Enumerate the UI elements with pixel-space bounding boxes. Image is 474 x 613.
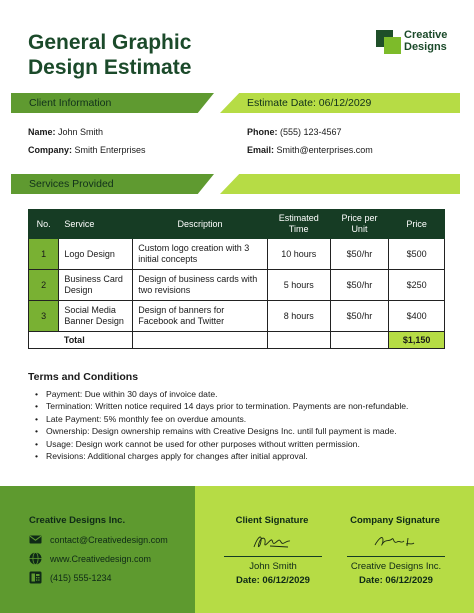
total-empty-description	[133, 332, 268, 349]
total-empty-rate	[330, 332, 389, 349]
client-name	[28, 126, 103, 138]
footer-website[interactable]: www.Creativedesign.com	[50, 554, 152, 564]
row-price: $500	[389, 239, 445, 270]
row-number: 3	[29, 301, 59, 332]
total-row	[29, 332, 445, 349]
estimate-date	[247, 93, 371, 113]
estimate-date-label: Estimate Date:	[247, 97, 316, 109]
client-signature-line	[224, 556, 322, 557]
logo-text	[404, 29, 464, 53]
row-rate: $50/hr	[330, 239, 389, 270]
client-signature-label: Client Signature	[235, 515, 309, 526]
row-description: Design of business cards with two revisions	[133, 270, 268, 301]
header-service: Service	[59, 210, 133, 239]
row-rate: $50/hr	[330, 301, 389, 332]
client-phone	[247, 126, 342, 138]
client-name-label: Name:	[28, 127, 56, 137]
terms-item: • Payment: Due within 30 days of invoice date.	[33, 388, 463, 400]
email-icon	[29, 533, 42, 546]
client-signature-date: Date: 06/12/2029	[236, 575, 310, 586]
table-row	[29, 239, 445, 270]
logo-mark-icon	[376, 30, 402, 54]
terms-item: • Revisions: Additional charges apply for changes after initial approval.	[33, 450, 463, 462]
header-no: No.	[29, 210, 59, 239]
client-email-label: Email:	[247, 145, 275, 155]
client-phone-value: (555) 123-4567	[280, 127, 342, 137]
client-company	[28, 144, 146, 156]
terms-item: • Termination: Written notice required 14 days prior to termination. Payments are non-refundable.	[33, 400, 463, 412]
total-label: Total	[59, 332, 133, 349]
client-phone-label: Phone:	[247, 127, 278, 137]
phone-icon	[29, 571, 42, 584]
services-band-accent	[220, 174, 460, 194]
total-empty-time	[267, 332, 330, 349]
header-price: Price	[389, 210, 445, 239]
row-time: 5 hours	[267, 270, 330, 301]
client-company-label: Company:	[28, 145, 73, 155]
footer-email[interactable]: contact@Creativedesign.com	[50, 535, 168, 545]
client-company-value: Smith Enterprises	[74, 145, 146, 155]
row-service: Logo Design	[59, 239, 133, 270]
footer-contact-panel	[0, 486, 195, 613]
company-signer-name: Creative Designs Inc.	[350, 561, 442, 572]
title-line-2: Design Estimate	[28, 56, 192, 79]
terms-item: • Usage: Design work cannot be used for other purposes without written permission.	[33, 438, 463, 450]
terms-item: • Ownership: Design ownership remains with Creative Designs Inc. until full payment is made.	[33, 425, 463, 437]
footer-phone[interactable]: (415) 555-1234	[50, 573, 112, 583]
table-header-row	[29, 210, 445, 239]
row-time: 8 hours	[267, 301, 330, 332]
table-row	[29, 301, 445, 332]
row-description: Custom logo creation with 3 initial concepts	[133, 239, 268, 270]
client-name-value: John Smith	[58, 127, 104, 137]
terms-list	[33, 388, 463, 462]
row-description: Design of banners for Facebook and Twitter	[133, 301, 268, 332]
page-title	[28, 30, 288, 80]
header-estimated-time: Estimated Time	[267, 210, 330, 239]
header-price-per-unit: Price per Unit	[330, 210, 389, 239]
logo-line-1: Creative	[404, 29, 448, 41]
client-email-value: Smith@enterprises.com	[276, 145, 373, 155]
terms-title: Terms and Conditions	[28, 371, 139, 383]
row-time: 10 hours	[267, 239, 330, 270]
services-table	[28, 209, 445, 349]
estimate-date-value: 06/12/2029	[318, 97, 372, 109]
row-number: 1	[29, 239, 59, 270]
row-price: $400	[389, 301, 445, 332]
header-description: Description	[133, 210, 268, 239]
services-heading: Services Provided	[29, 178, 114, 190]
row-service: Business Card Design	[59, 270, 133, 301]
row-service: Social Media Banner Design	[59, 301, 133, 332]
footer-signature-panel	[195, 486, 474, 613]
row-number: 2	[29, 270, 59, 301]
total-spacer	[29, 332, 59, 349]
company-signature-icon	[370, 530, 420, 554]
company-signature-label: Company Signature	[350, 515, 440, 526]
client-signer-name: John Smith	[249, 561, 297, 572]
footer-company-name: Creative Designs Inc.	[29, 515, 126, 526]
title-line-1: General Graphic	[28, 31, 192, 54]
client-signature-icon	[250, 530, 298, 554]
globe-icon	[29, 552, 42, 565]
client-info-heading: Client Information	[29, 97, 112, 109]
row-rate: $50/hr	[330, 270, 389, 301]
client-email	[247, 144, 373, 156]
company-signature-line	[347, 556, 445, 557]
table-row	[29, 270, 445, 301]
logo	[376, 28, 456, 58]
logo-line-2: Designs	[404, 41, 447, 53]
row-price: $250	[389, 270, 445, 301]
company-signature-date: Date: 06/12/2029	[359, 575, 433, 586]
total-value: $1,150	[389, 332, 445, 349]
terms-item: • Late Payment: 5% monthly fee on overdue amounts.	[33, 413, 463, 425]
